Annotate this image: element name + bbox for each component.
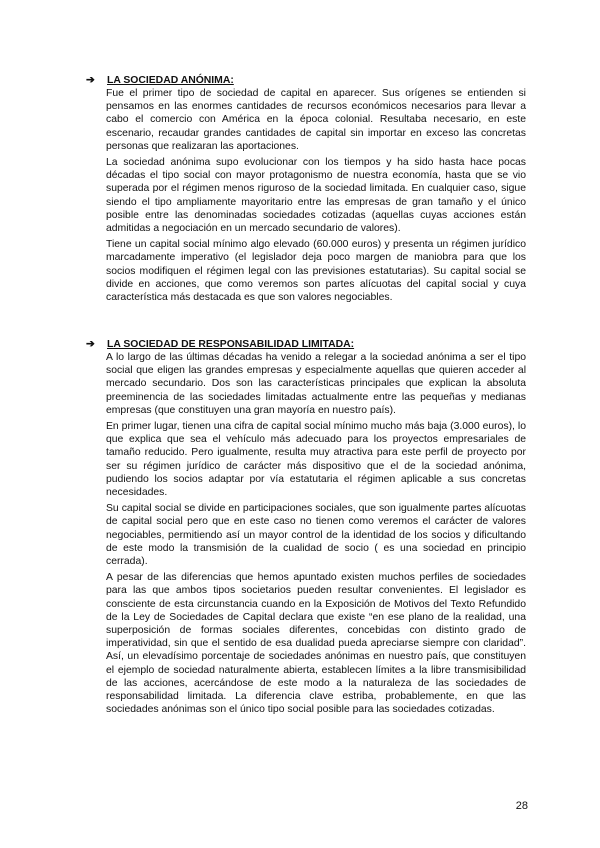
paragraph: A lo largo de las últimas décadas ha venido a relegar a la sociedad anónima a ser el tipo social que eligen las grandes empresas y especialmente aquellas que quieren acceder al mercado secundario. Dos son las características principales que explican la absoluta preeminencia de las sociedades limitadas actualmente entre las pequeñas y medianas empresas (que constituyen una gran mayoría en nuestro país). — [106, 352, 526, 416]
paragraph: Tiene un capital social mínimo algo elevado (60.000 euros) y presenta un régimen jurídico marcadamente imperativo (el legislador deja poco margen de maniobra para que los socios modifiquen el régimen legal con las previsiones estatutarias). Su capital social se divide en acciones, que como veremos son partes alícuotas del capital social y cuya característica más destacada es que son valores negociables. — [106, 239, 526, 304]
section-heading-text: LA SOCIEDAD ANÓNIMA: — [107, 75, 234, 86]
section-heading-text: LA SOCIEDAD DE RESPONSABILIDAD LIMITADA: — [107, 339, 355, 350]
section-body — [106, 87, 526, 304]
page-number: 28 — [515, 800, 528, 812]
paragraph: Su capital social se divide en participaciones sociales, que son igualmente partes alícuotas de capital social pero que en este caso no tienen como veremos el carácter de valores negociables, permitiendo así un mayor control de la identidad de los socios y dificultando de este modo la transmisión de la cualidad de socio ( es una sociedad en principio cerrada). — [106, 503, 526, 568]
paragraph: Fue el primer tipo de sociedad de capital en aparecer. Sus orígenes se entienden si pensamos en las enormes cantidades de recursos económicos necesarios para llevar a cabo el comercio con América en la época colonial. Resultaba necesario, en este escenario, recaudar grandes cantidades de capital sin importar en exceso las concretas personas que realizaran las aportaciones. — [106, 88, 526, 152]
section-heading — [86, 338, 526, 351]
section-body — [106, 351, 526, 716]
arrow-right-icon: ➔ — [86, 339, 95, 350]
section-sociedad-anonima — [86, 74, 526, 307]
section-sociedad-limitada — [86, 338, 526, 719]
section-heading — [86, 74, 526, 87]
arrow-right-icon: ➔ — [86, 75, 95, 86]
paragraph: La sociedad anónima supo evolucionar con los tiempos y ha sido hasta hace pocas décadas el tipo social con mayor protagonismo de nuestra economía, hasta que se vio superada por el régimen menos riguroso de la sociedad limitada. En cualquier caso, sigue siendo el tipo ampliamente mayoritario entre las empresas de gran tamaño y el único posible entre las denominadas sociedades cotizadas (aquellas cuyas acciones están admitidas a negociación en un mercado secundario de valores). — [106, 157, 526, 235]
paragraph: En primer lugar, tienen una cifra de capital social mínimo mucho más baja (3.000 euros), lo que explica que sea el vehículo más adecuado para los proyectos empresariales de tamaño reducido. Pero igualmente, resulta muy atractiva para este perfil de proyecto por ser su régimen jurídico de carácter más dispositivo que el de la sociedad anónima, pudiendo los socios adaptar por vía estatutaria el régimen aplicable a sus concretas necesidades. — [106, 421, 526, 499]
paragraph: A pesar de las diferencias que hemos apuntado existen muchos perfiles de sociedades para las que ambos tipos societarios pueden resultar convenientes. El legislador es consciente de esta circunstancia cuando en la Exposición de Motivos del Texto Refundido de la Ley de Sociedades de Capital declara que existe “en ese plano de la realidad, una superposición de formas sociales diferentes, concebidas con distinto grado de imperatividad, sin que el sentido de esa dualidad pueda apreciarse siempre con claridad”. Así, un elevadísimo porcentaje de sociedades anónimas en nuestro país, que constituyen el ejemplo de sociedad naturalmente abierta, establecen límites a la libre transmisibilidad de las acciones, acercándose de este modo a la naturaleza de las sociedades de responsabilidad limitada. La diferencia clave estriba, probablemente, en que las sociedades anónimas son el único tipo social posible para las sociedades cotizadas. — [106, 572, 526, 716]
